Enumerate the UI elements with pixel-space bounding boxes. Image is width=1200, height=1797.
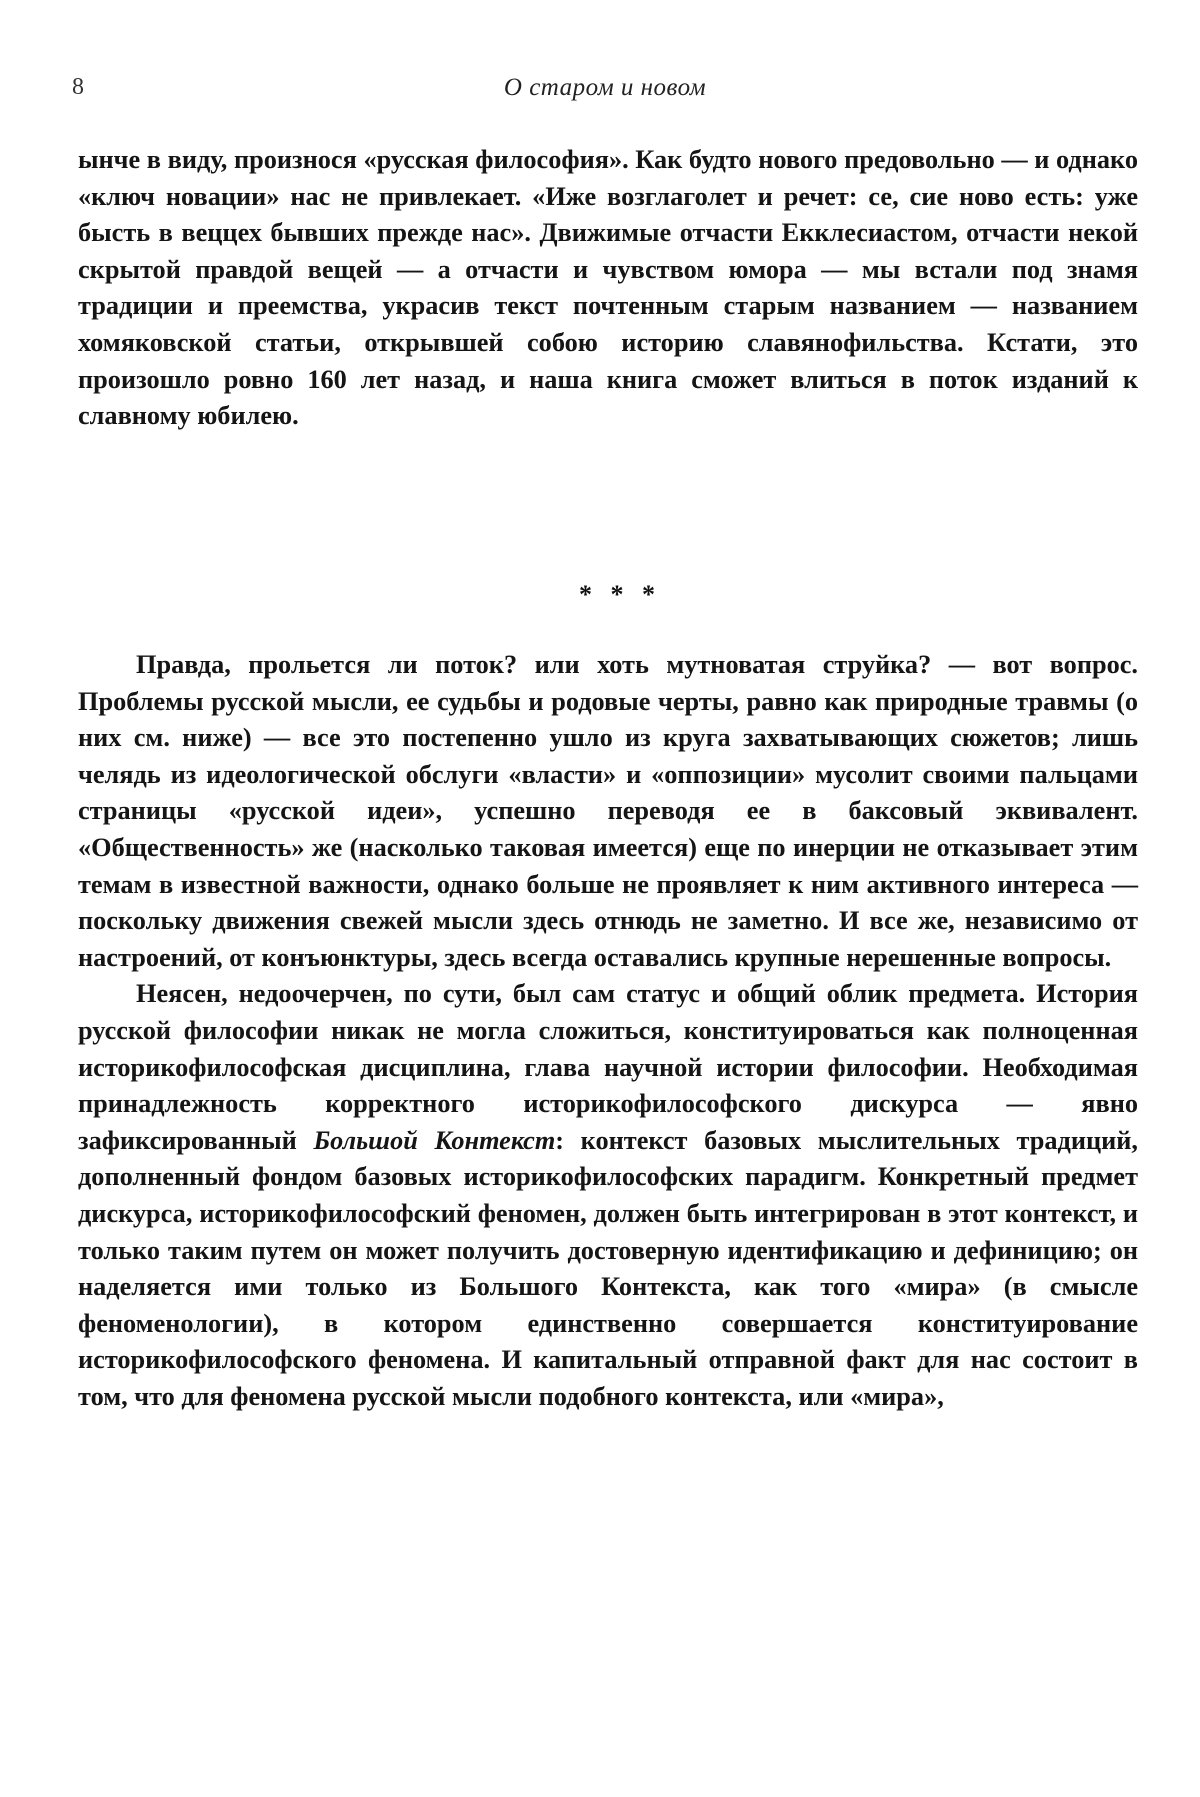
paragraph-3 (78, 976, 1138, 1415)
text-block-main (78, 647, 1138, 1415)
paragraph-3-part1: Неясен, недоочерчен, по сути, был сам статус и общий облик предмета. История русской философии никак не могла сложиться, конституироваться как полноценная историкофилософская дисциплина, глава научной истории философии. Необходимая принадлежность корректного историкофилософского дискурса — явно зафиксированный (78, 979, 1138, 1155)
section-separator: * * * (579, 580, 661, 609)
paragraph-continued: ынче в виду, произнося «русская философия». Как будто нового предовольно — и однако «ключ новации» нас не привлекает. «Иже возглаголет и речет: се, сие ново есть: уже бысть в веццех бывших прежде нас». Движимые отчасти Екклесиастом, отчасти некой скрытой правдой вещей — а отчасти и чувством юмора — мы встали под знамя традиции и преемства, украсив текст почтенным старым названием — названием хомяковской статьи, открывшей собою историю славянофильства. Кстати, это произошло ровно 160 лет назад, и наша книга сможет влиться в поток изданий к славному юбилею. (78, 145, 1138, 431)
running-title: О старом и новом (503, 74, 707, 101)
page-number: 8 (72, 74, 84, 100)
paragraph-3-part2: : контекст базовых мыслительных традиций, дополненный фондом базовых историкофилософских парадигм. Конкретный предмет дискурса, историкофилософский феномен, должен быть интегрирован в этот контекст, и только таким путем он может получить достоверную идентификацию и дефиницию; он наделяется ими только из Большого Контекста, как того «мира» (в смысле феноменологии), в котором единственно совершается конституирование историкофилософского феномена. И капитальный отправной факт для нас состоит в том, что для феномена русской мысли подобного контекста, или «мира», (78, 1125, 1138, 1411)
big-context-term: Большой Контекст (313, 1125, 556, 1155)
text-block-top (78, 142, 1138, 435)
page-header (72, 72, 1138, 112)
paragraph-2: Правда, прольется ли поток? или хоть мутноватая струйка? — вот вопрос. Проблемы русской мысли, ее судьбы и родовые черты, равно как природные травмы (о них см. ниже) — все это постепенно ушло из круга захватывающих сюжетов; лишь челядь из идеологической обслуги «власти» и «оппозиции» мусолит своими пальцами страницы «русской идеи», успешно переводя ее в баксовый эквивалент. «Общественность» же (насколько таковая имеется) еще по инерции не отказывает этим темам в известной важности, однако больше не проявляет к ним активного интереса — поскольку движения свежей мысли здесь отнюдь не заметно. И все же, независимо от настроений, от конъюнктуры, здесь всегда оставались крупные нерешенные вопросы. (78, 650, 1138, 972)
